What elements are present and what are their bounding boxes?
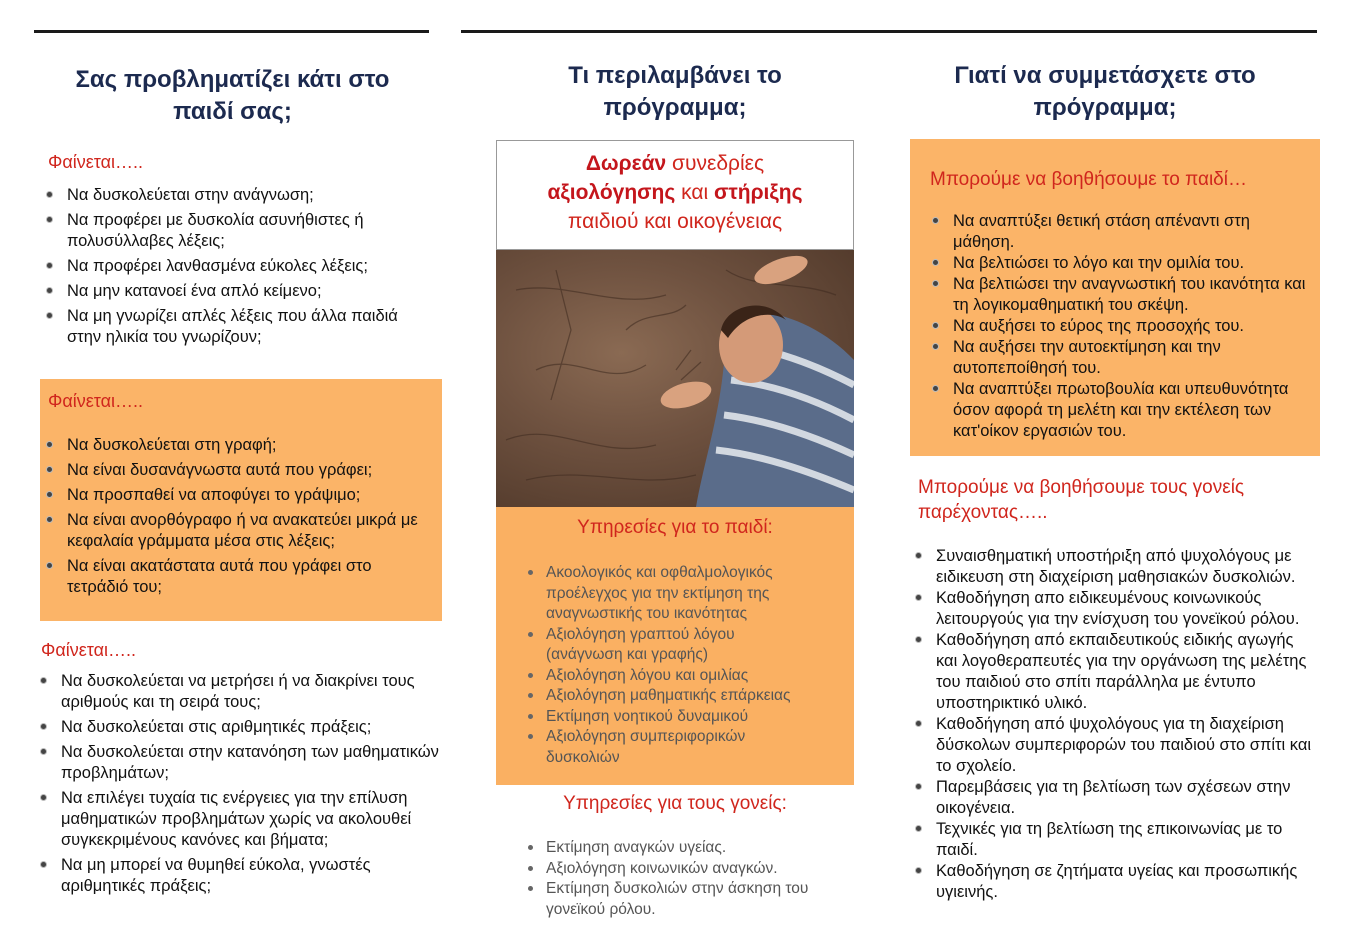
list-item: Αξιολόγηση κοινωνικών αναγκών. [496, 859, 854, 880]
child-help-intro: Μπορούμε να βοηθήσουμε το παιδί… [930, 169, 1247, 190]
list-item: Να βελτιώσει το λόγο και την ομιλία του. [926, 253, 1311, 274]
list-item: Να προφέρει λανθασμένα εύκολες λέξεις; [40, 256, 410, 277]
top-rule-right [461, 30, 1317, 33]
list-item: Αξιολόγηση λόγου και ομιλίας [496, 666, 814, 687]
list-item: Τεχνικές για τη βελτίωση της επικοινωνίας με το παιδί. [909, 819, 1319, 861]
free-sessions-banner [496, 140, 854, 250]
list-item: Να δυσκολεύεται στις αριθμητικές πράξεις; [34, 717, 444, 738]
promo-support: στήριξης [714, 181, 803, 204]
promo-family: παιδιού και οικογένειας [567, 210, 783, 233]
list-item: Να μη γνωρίζει απλές λέξεις που άλλα παιδιά στην ηλικία του γνωρίζουν; [40, 306, 410, 348]
list-item: Να αυξήσει το εύρος της προσοχής του. [926, 316, 1311, 337]
top-rule-left [34, 30, 429, 33]
list-item: Να δυσκολεύεται στη γραφή; [40, 435, 425, 456]
list-item: Συναισθηματική υποστήριξη από ψυχολόγους με ειδικευση στη διαχείριση μαθησιακών δυσκολιών. [909, 546, 1319, 588]
child-services-list [496, 563, 814, 768]
list-item: Να δυσκολεύεται στην ανάγνωση; [40, 185, 410, 206]
column3-heading: Γιατί να συμμετάσχετε στο πρόγραμμα; [954, 62, 1256, 121]
writing-difficulties-list [40, 435, 425, 602]
section1-intro: Φαίνεται….. [48, 152, 144, 172]
promo-free: Δωρεάν [585, 152, 667, 175]
section2-intro: Φαίνεται….. [48, 391, 144, 411]
list-item: Να δυσκολεύεται στην κατανόηση των μαθηματικών προβλημάτων; [34, 742, 444, 784]
child-sand-photo [496, 250, 854, 507]
promo-and: και [675, 181, 714, 204]
list-item: Εκτίμηση αναγκών υγείας. [496, 838, 854, 859]
list-item: Να μη μπορεί να θυμηθεί εύκολα, γνωστές αριθμητικές πράξεις; [34, 855, 444, 897]
list-item: Καθοδήγηση απο ειδικευμένους κοινωνικούς λειτουργούς για την ενίσχυση του γονεϊκού ρόλου. [909, 588, 1319, 630]
math-difficulties-list [34, 671, 444, 901]
list-item: Αξιολόγηση γραπτού λόγου (ανάγνωση και γραφής) [496, 625, 814, 666]
child-services-title: Υπηρεσίες για το παιδί: [577, 517, 773, 538]
list-item: Να είναι ανορθόγραφο ή να ανακατεύει μικρά με κεφαλαία γράμματα μέσα στις λέξεις; [40, 510, 425, 552]
list-item: Να είναι δυσανάγνωστα αυτά που γράφει; [40, 460, 425, 481]
list-item: Εκτίμηση νοητικού δυναμικού [496, 707, 814, 728]
column2-heading: Τι περιλαμβάνει το πρόγραμμα; [568, 62, 782, 121]
promo-sessions: συνεδρίες [666, 152, 765, 175]
list-item: Καθοδήγηση από εκπαιδευτικούς ειδικής αγωγής και λογοθεραπευτές για την οργάνωση της μελέτης του παιδιού στο σπίτι παράλληλα με έντυπο υποστηρικτικό υλικό. [909, 630, 1319, 714]
list-item: Να αναπτύξει πρωτοβουλία και υπευθυνότητα όσον αφορά τη μελέτη και την εκτέλεση των κατ'οίκον εργασιών του. [926, 379, 1311, 442]
section3-intro: Φαίνεται….. [41, 640, 137, 660]
list-item: Ακοολογικός και οφθαλμολογικός προέλεγχος για την εκτίμηση της αναγνωστικής του ικανότητας [496, 563, 814, 625]
parent-help-list [909, 546, 1319, 903]
column1-heading: Σας προβληματίζει κάτι στο παιδί σας; [75, 66, 390, 125]
list-item: Αξιολόγηση συμπεριφορικών δυσκολιών [496, 727, 814, 768]
list-item: Να είναι ακατάστατα αυτά που γράφει στο τετράδιό του; [40, 556, 425, 598]
list-item: Αξιολόγηση μαθηματικής επάρκειας [496, 686, 814, 707]
parent-services-title: Υπηρεσίες για τους γονείς: [563, 793, 787, 814]
list-item: Να αυξήσει την αυτοεκτίμηση και την αυτοπεποίθησή του. [926, 337, 1311, 379]
parent-help-intro: Μπορούμε να βοηθήσουμε τους γονείς παρέχοντας….. [918, 477, 1245, 523]
list-item: Καθοδήγηση από ψυχολόγους για τη διαχείριση δύσκολων συμπεριφορών του παιδιού στο σπίτι και το σχολείο. [909, 714, 1319, 777]
list-item: Εκτίμηση δυσκολιών στην άσκηση του γονεϊκού ρόλου. [496, 879, 854, 920]
list-item: Να αναπτύξει θετική στάση απέναντι στη μάθηση. [926, 211, 1311, 253]
promo-assessment: αξιολόγησης [547, 181, 676, 204]
list-item: Να προφέρει με δυσκολία ασυνήθιστες ή πολυσύλλαβες λέξεις; [40, 210, 410, 252]
list-item: Να προσπαθεί να αποφύγει το γράψιμο; [40, 485, 425, 506]
list-item: Να επιλέγει τυχαία τις ενέργειες για την επίλυση μαθηματικών προβλημάτων χωρίς να ακολουθεί συγκεκριμένους κανόνες και βήματα; [34, 788, 444, 851]
photo-illustration [496, 250, 854, 507]
reading-difficulties-list [40, 185, 410, 352]
list-item: Παρεμβάσεις για τη βελτίωση των σχέσεων στην οικογένεια. [909, 777, 1319, 819]
child-help-list [926, 211, 1311, 442]
list-item: Να βελτιώσει την αναγνωστική του ικανότητα και τη λογικομαθηματική του σκέψη. [926, 274, 1311, 316]
list-item: Να δυσκολεύεται να μετρήσει ή να διακρίνει τους αριθμούς και τη σειρά τους; [34, 671, 444, 713]
list-item: Καθοδήγηση σε ζητήματα υγείας και προσωπικής υγιεινής. [909, 861, 1319, 903]
list-item: Να μην κατανοεί ένα απλό κείμενο; [40, 281, 410, 302]
parent-services-list [496, 838, 854, 920]
